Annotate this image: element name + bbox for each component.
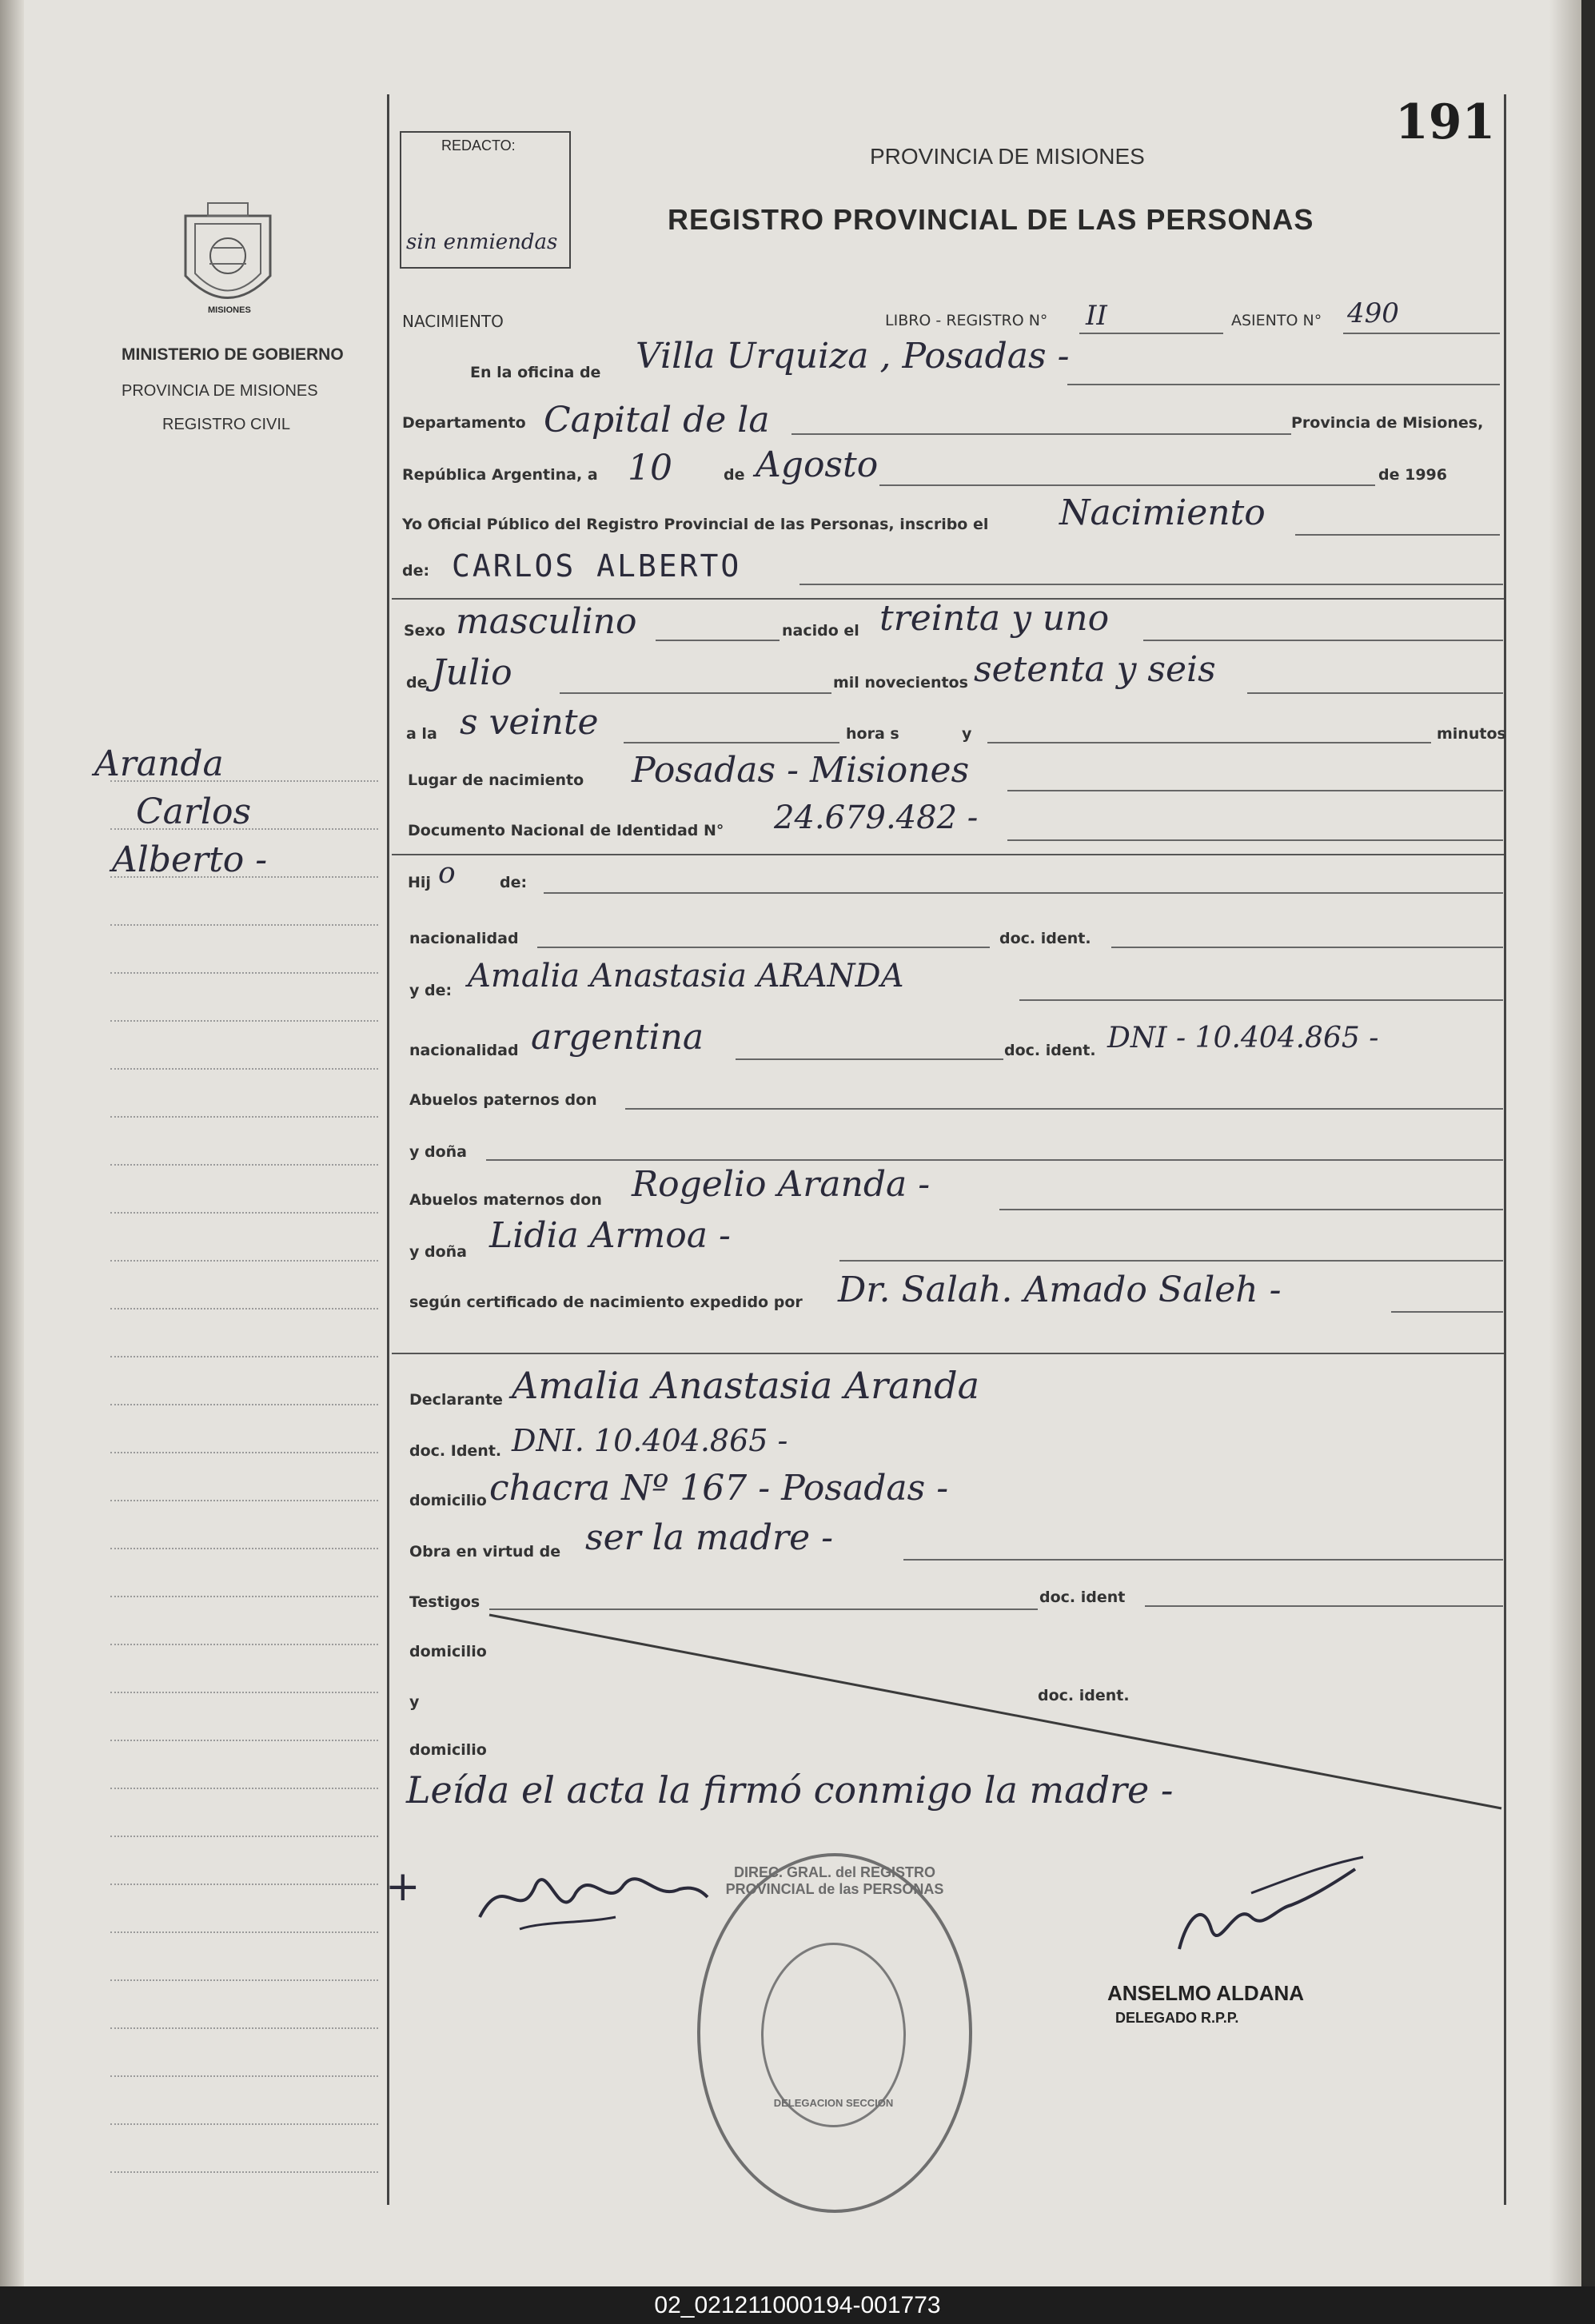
declarante-label: Declarante [409, 1391, 503, 1409]
declarant-signature-icon [472, 1853, 712, 1944]
domicilio-value: chacra Nº 167 - Posadas - [489, 1468, 949, 1509]
cross-mark-icon: + [385, 1863, 421, 1911]
hijo-label: Hij [408, 874, 431, 891]
emblem-text: MISIONES [208, 305, 251, 315]
certificado-label: según certificado de nacimiento expedido por [409, 1294, 803, 1311]
abuela-paterna-label: y doña [409, 1143, 468, 1161]
testigos-label: Testigos [409, 1593, 480, 1611]
madre-label: y de: [409, 982, 453, 999]
acta-type-label: NACIMIENTO [402, 312, 504, 331]
nacido-label: nacido el [782, 622, 859, 640]
doc-declarante-label: doc. Ident. [409, 1442, 502, 1460]
ministry-line-2: PROVINCIA DE MISIONES [122, 382, 318, 400]
doc-declarante-value: DNI. 10.404.865 - [512, 1423, 788, 1458]
nacionalidad-2-label: nacionalidad [409, 1042, 519, 1059]
abuela-materna-label: y doña [409, 1243, 468, 1261]
hijo-value: o [438, 857, 456, 890]
ministry-line-3: REGISTRO CIVIL [162, 416, 291, 433]
dni-value: 24.679.482 - [774, 799, 979, 836]
dni-label: Documento Nacional de Identidad N° [408, 822, 724, 839]
nombre-prefix-label: de: [402, 562, 430, 580]
abuelos-maternos-label: Abuelos maternos don [409, 1191, 602, 1209]
y-testigo-label: y [409, 1693, 420, 1711]
margin-note-line-2: Carlos [136, 791, 252, 832]
oficina-label: En la oficina de [470, 364, 601, 381]
document-id-footer: 02_021211000194-001773 [0, 2286, 1595, 2324]
abuela-materna-value: Lidia Armoa - [489, 1215, 731, 1256]
domicilio-testigo-2-label: domicilio [409, 1741, 487, 1759]
doc-ident-2-value: DNI - 10.404.865 - [1107, 1022, 1379, 1054]
doc-ident-label: doc. ident. [999, 930, 1091, 947]
nombre-value: CARLOS ALBERTO [452, 548, 742, 584]
margin-note-line-3: Alberto - [112, 839, 268, 880]
nacionalidad-label: nacionalidad [409, 930, 519, 947]
sexo-value: masculino [456, 601, 637, 642]
ala-label: a la [406, 725, 437, 743]
mes-nac-value: Julio [432, 652, 512, 693]
oficial-label: Yo Oficial Público del Registro Provincial de las Personas, inscribo el [402, 516, 989, 533]
dia-value: 10 [628, 448, 672, 488]
obra-label: Obra en virtud de [409, 1543, 561, 1561]
nacido-value: treinta y uno [879, 598, 1110, 639]
republica-label: República Argentina, a [402, 466, 598, 484]
doc-ident-testigo-2-label: doc. ident. [1038, 1687, 1130, 1704]
mes-nac-de-label: de [406, 674, 428, 692]
departamento-value: Capital de la [544, 400, 770, 440]
minutos-label: minutos [1437, 725, 1506, 743]
lugar-label: Lugar de nacimiento [408, 771, 584, 789]
seal-inner-ring [761, 1943, 906, 2127]
hijo-de-label: de: [500, 874, 528, 891]
margin-note-line-1: Aranda [94, 743, 224, 784]
y-label: y [962, 725, 972, 743]
libro-label: LIBRO - REGISTRO N° [885, 312, 1048, 329]
hora-value: s veinte [460, 702, 599, 743]
province-header: PROVINCIA DE MISIONES [870, 144, 1145, 169]
asiento-label: ASIENTO N° [1231, 312, 1322, 329]
horas-label: hora s [846, 725, 899, 743]
libro-value: II [1086, 300, 1107, 332]
doc-ident-2-label: doc. ident. [1004, 1042, 1096, 1059]
asiento-value: 490 [1347, 297, 1399, 329]
anio-nac-value: setenta y seis [974, 649, 1216, 690]
mil-label: mil novecientos [833, 674, 968, 692]
leida-value: Leída el acta la firmó conmigo la madre - [406, 1768, 1174, 1812]
abuelos-paternos-label: Abuelos paternos don [409, 1091, 597, 1109]
declarante-value: Amalia Anastasia Aranda [512, 1364, 980, 1407]
oficina-value: Villa Urquiza , Posadas - [636, 336, 1070, 377]
redacto-label: REDACTO: [441, 138, 516, 153]
anio-label: de 1996 [1378, 466, 1447, 484]
oficial-value: Nacimiento [1059, 492, 1266, 533]
obra-value: ser la madre - [585, 1517, 833, 1558]
official-name: ANSELMO ALDANA [1107, 1981, 1305, 2005]
registry-header: REGISTRO PROVINCIAL DE LAS PERSONAS [668, 203, 1314, 236]
page-number: 191 [1395, 94, 1496, 150]
domicilio-testigo-label: domicilio [409, 1643, 487, 1660]
ministry-line-1: MINISTERIO DE GOBIERNO [122, 345, 344, 364]
certificado-value: Dr. Salah. Amado Saleh - [838, 1270, 1282, 1310]
doc-ident-testigo-label: doc. ident [1039, 1589, 1126, 1606]
redacto-value: sin enmiendas [406, 230, 558, 254]
sexo-label: Sexo [404, 622, 445, 640]
mes-value: Agosto [756, 444, 879, 485]
stamp-inner-text: DELEGACION SECCION [773, 2097, 894, 2109]
domicilio-label: domicilio [409, 1492, 487, 1509]
nacionalidad-2-value: argentina [531, 1017, 704, 1058]
madre-value: Amalia Anastasia ARANDA [468, 958, 904, 995]
provincia-label: Provincia de Misiones, [1291, 414, 1484, 432]
abuelo-materno-value: Rogelio Aranda - [632, 1164, 931, 1205]
signature-icon [1163, 1853, 1371, 1968]
lugar-value: Posadas - Misiones [632, 750, 970, 791]
departamento-label: Departamento [402, 414, 526, 432]
mes-de-label: de [724, 466, 745, 484]
stamp-text: DIREC. GRAL. del REGISTRO PROVINCIAL de las PERSONAS [725, 1864, 944, 1897]
official-title: DELEGADO R.P.P. [1115, 2010, 1239, 2026]
